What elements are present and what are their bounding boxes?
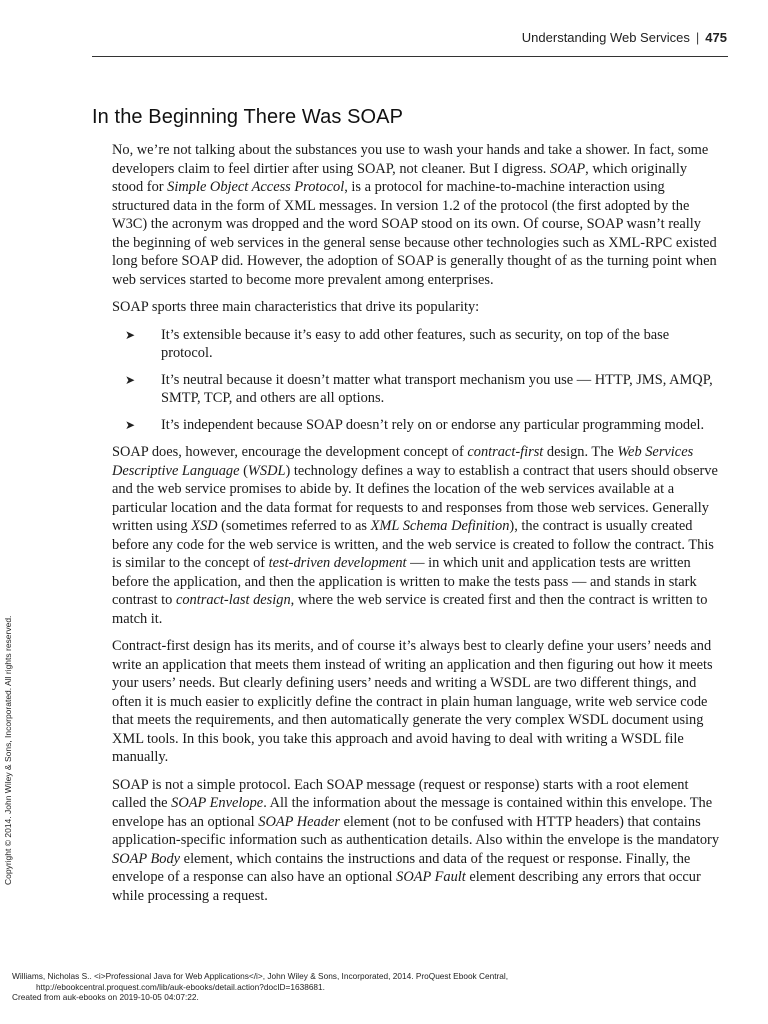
emphasized-term: XSD xyxy=(191,518,218,534)
side-copyright-notice: Copyright © 2014. John Wiley & Sons, Incorporated. All rights reserved. xyxy=(3,615,13,885)
emphasized-term: Web Services Descriptive Language xyxy=(112,444,694,479)
arrow-bullet-icon: ➤ xyxy=(125,327,136,342)
footer-url-line: http://ebookcentral.proquest.com/lib/auk-ebooks/detail.action?docID=1638681. xyxy=(36,981,325,992)
text-run: , which originally stood for xyxy=(112,160,688,195)
footer-citation xyxy=(12,971,508,1003)
emphasized-term: WSDL xyxy=(247,462,286,479)
section-heading: In the Beginning There Was SOAP xyxy=(92,106,404,128)
page-number: 475 xyxy=(705,30,727,45)
text-run: , is a protocol for machine-to-machine interaction using structured data in the form of XML messages. In version 1.2 of the protocol (the first adopted by the W3C) the acronym was dropped and the word SOAP stood on its own. Of course, SOAP wasn’t really the beginning of web services in the general sense because other technologies such as XML-RPC existed long before SOAP did. However, the adoption of SOAP is generally thought of as the turning point when web services started to become more prevalent among enterprises. xyxy=(112,179,717,288)
paragraph xyxy=(112,443,720,628)
text-run: SOAP does, however, encourage the development concept of xyxy=(112,444,468,460)
paragraphs-before-list xyxy=(112,141,720,317)
header-rule xyxy=(92,56,728,57)
bullet-item xyxy=(112,326,720,363)
emphasized-term: SOAP xyxy=(550,160,586,177)
emphasized-term: SOAP Envelope xyxy=(171,795,264,811)
emphasized-term: contract-last design xyxy=(175,592,291,608)
text-run: — in which unit and application tests are written before the application, and then the application is written to make the tests pass — and stands in stark contrast to xyxy=(112,555,697,608)
bullet-item xyxy=(112,371,720,408)
text-run: , where the web service is created first and then the contract is written to match it. xyxy=(112,592,708,627)
header-separator: | xyxy=(695,30,700,45)
paragraph xyxy=(112,637,720,767)
text-run: element, which contains the instructions and data of the request or response. Finally, the envelope of a response can also have an optional xyxy=(112,850,691,885)
running-title: Understanding Web Services xyxy=(521,30,690,45)
text-run: SOAP is not a simple protocol. Each SOAP message (request or response) starts with a root element called the xyxy=(112,776,689,811)
footer-created-line: Created from auk-ebooks on 2019-10-05 04:07:22. xyxy=(12,992,199,1002)
text-run: element describing any errors that occur while processing a request. xyxy=(112,869,701,904)
text-run: No, we’re not talking about the substances you use to wash your hands and take a shower. In fact, some developers claim to feel dirtier after using SOAP, not cleaner. But I digress. xyxy=(112,142,709,177)
emphasized-term: XML Schema Definition xyxy=(370,518,510,534)
footer-citation-line: Williams, Nicholas S.. <i>Professional Java for Web Applications</i>, John Wiley & Sons, Incorporated, 2014. ProQuest Ebook Central, xyxy=(12,971,509,981)
text-run: design. The xyxy=(543,444,618,460)
emphasized-term: Simple Object Access Protocol xyxy=(167,179,345,195)
body-text xyxy=(112,141,720,914)
text-run: . All the information about the message is contained within this envelope. The envelope has an optional xyxy=(112,795,713,830)
text-run: element (not to be confused with HTTP headers) that contains application-specific information such as authentication details. Also within the envelope is the mandatory xyxy=(112,813,720,848)
text-run: SOAP sports three main characteristics that drive its popularity: xyxy=(112,299,480,315)
paragraph xyxy=(112,776,720,906)
text-run: ( xyxy=(239,462,248,479)
text-run: (sometimes referred to as xyxy=(217,518,371,534)
emphasized-term: test-driven development xyxy=(268,555,407,571)
paragraphs-after-list xyxy=(112,443,720,905)
running-header xyxy=(522,30,727,45)
text-run: ) technology defines a way to establish a contract that users should observe and the web service promises to abide by. It defines the location of the web services available at a particular location and the data format for requests to and responses from those web services. Generally written using xyxy=(112,462,718,534)
emphasized-term: SOAP Header xyxy=(258,813,340,830)
bullet-text: It’s independent because SOAP doesn’t rely on or endorse any particular programming model. xyxy=(161,416,705,433)
paragraph xyxy=(112,298,720,317)
characteristics-list xyxy=(112,326,720,435)
emphasized-term: SOAP Fault xyxy=(396,869,466,885)
arrow-bullet-icon: ➤ xyxy=(125,372,136,387)
arrow-bullet-icon: ➤ xyxy=(125,417,136,432)
bullet-text: It’s neutral because it doesn’t matter what transport mechanism you use — HTTP, JMS, AMQP, SMTP, TCP, and others are all options. xyxy=(161,371,713,406)
paragraph xyxy=(112,141,720,289)
text-run: Contract-first design has its merits, and of course it’s always best to clearly define your users’ needs and write an application that meets them instead of writing an application and then figuring out how it meets your users’ needs. But clearly defining users’ needs and writing a WSDL are two different things, and often it is much easier to explicitly define the contract in plain human language, write web service code that meets the requirements, and then automatically generate the very complex WSDL document using XML tools. In this book, you take this approach and avoid having to deal with writing a WSDL file manually. xyxy=(112,638,713,765)
emphasized-term: contract-first xyxy=(467,444,544,460)
emphasized-term: SOAP Body xyxy=(112,850,181,867)
text-run: ), the contract is usually created before any code for the web service is written, and the web service is created to follow the contract. This is similar to the concept of xyxy=(112,518,714,571)
bullet-item xyxy=(112,416,720,435)
bullet-text: It’s extensible because it’s easy to add other features, such as security, on top of the base protocol. xyxy=(161,326,670,361)
